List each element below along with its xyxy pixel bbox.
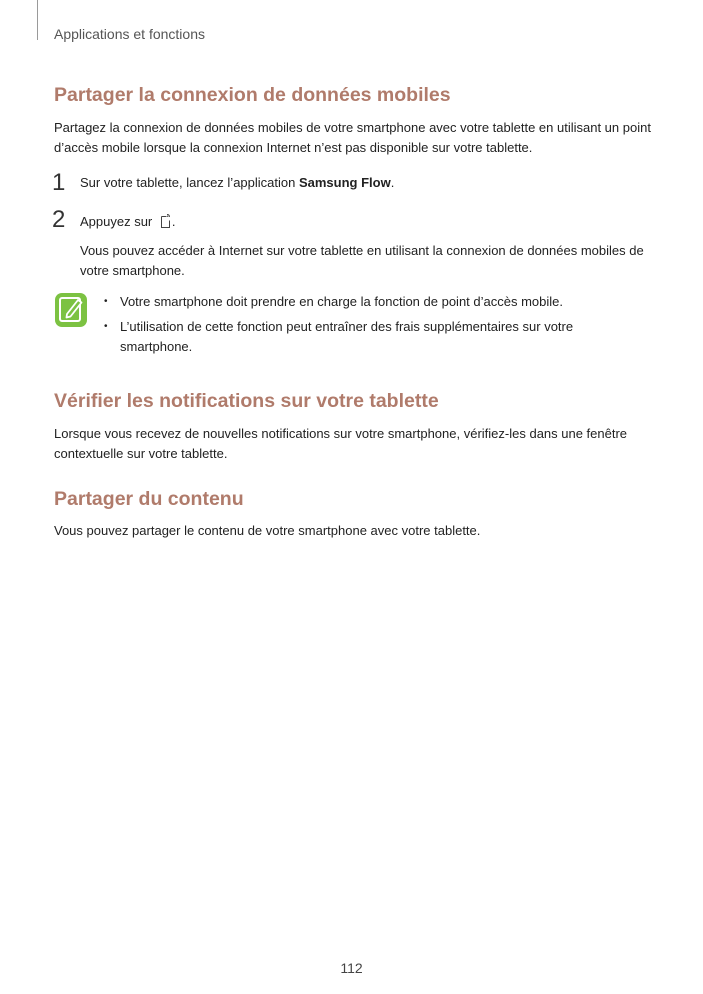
- step-text-1: Sur votre tablette, lancez l’application Samsung Flow.: [80, 175, 395, 190]
- section-body-share-content: Vous pouvez partager le contenu de votre smartphone avec votre tablette.: [54, 523, 481, 538]
- running-header: Applications et fonctions: [54, 26, 205, 42]
- note-pencil-icon: [54, 292, 88, 328]
- step-number-2: 2: [52, 206, 66, 233]
- note-bullet-list: [104, 292, 644, 362]
- step-number-1: 1: [52, 169, 66, 196]
- section-title-mobile-data: Partager la connexion de données mobiles: [54, 84, 451, 106]
- note-bullet: • Votre smartphone doit prendre en charge la fonction de point d’accès mobile.: [104, 292, 644, 312]
- section-title-notifications: Vérifier les notifications sur votre tablette: [54, 390, 439, 412]
- header-divider: [37, 0, 38, 40]
- app-name: Samsung Flow: [298, 175, 391, 190]
- step-detail-2: Vous pouvez accéder à Internet sur votre tablette en utilisant la connexion de données mobiles de votre smartphone.: [80, 243, 644, 278]
- section-body-notifications: Lorsque vous recevez de nouvelles notifications sur votre smartphone, vérifiez-les dans une fenêtre contextuelle sur votre tablette.: [54, 426, 628, 461]
- page-number: 112: [340, 960, 363, 976]
- section-intro-mobile-data: Partagez la connexion de données mobiles de votre smartphone avec votre tablette en utilisant un point d’accès mobile lorsque la connexion Internet n’est pas disponible sur votre tablette.: [54, 120, 651, 155]
- section-title-share-content: Partager du contenu: [54, 488, 244, 510]
- step-text-2: Appuyez sur .: [80, 212, 650, 235]
- note-bullet: • L’utilisation de cette fonction peut entraîner des frais supplémentaires sur votre smartphone.: [104, 317, 644, 357]
- hotspot-phone-icon: [159, 213, 172, 235]
